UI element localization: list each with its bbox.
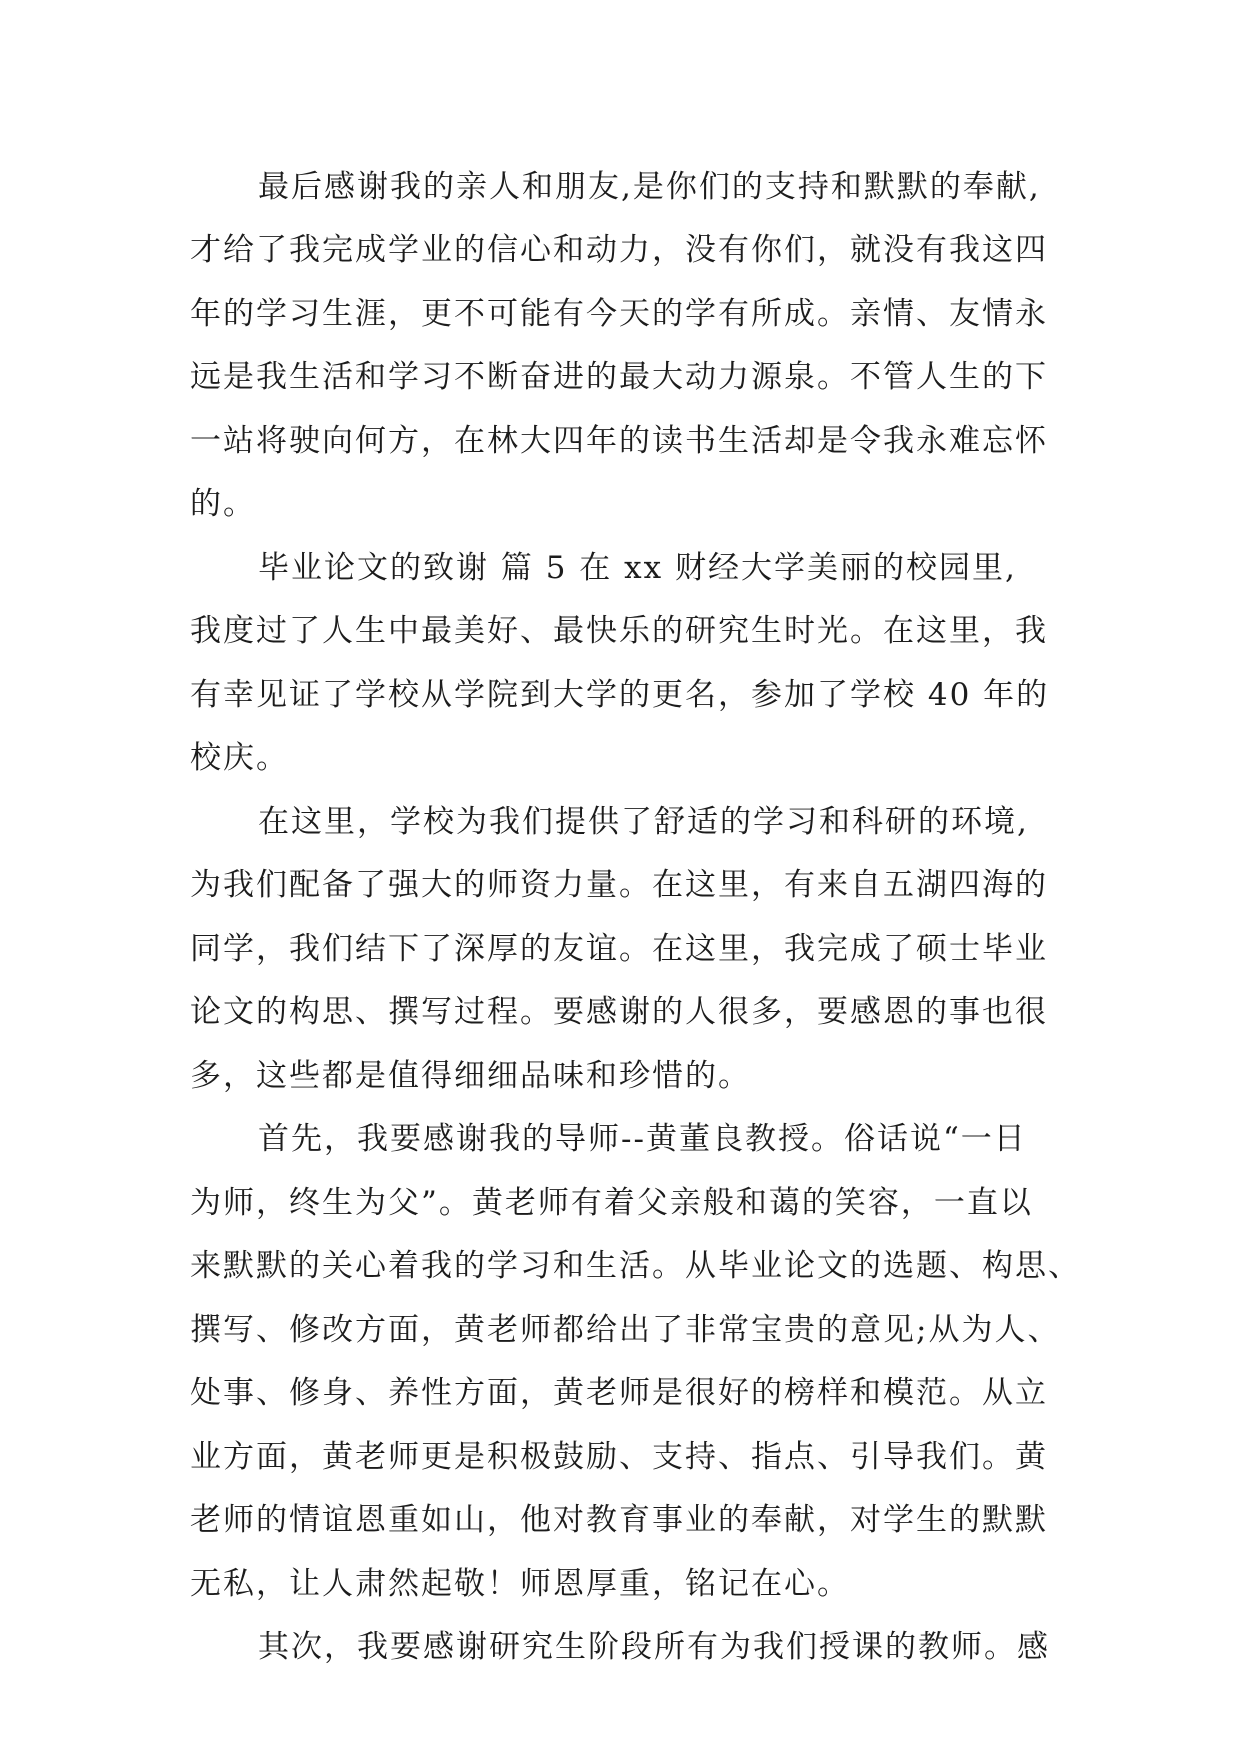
text-line: 年的学习生涯，更不可能有今天的学有所成。亲情、友情永 [190,296,1048,332]
text-line: 的。 [190,486,256,522]
text-line: 老师的情谊恩重如山，他对教育事业的奉献，对学生的默默 [190,1502,1048,1538]
text-line: 来默默的关心着我的学习和生活。从毕业论文的选题、构思、 [190,1248,1081,1284]
text-line: 处事、修身、养性方面，黄老师是很好的榜样和模范。从立 [190,1375,1048,1411]
text-line: 撰写、修改方面，黄老师都给出了非常宝贵的意见;从为人、 [190,1312,1061,1348]
text-line: 为我们配备了强大的师资力量。在这里，有来自五湖四海的 [190,867,1048,903]
text-line: 无私，让人肃然起敬！师恩厚重，铭记在心。 [190,1566,850,1602]
text-line: 其次，我要感谢研究生阶段所有为我们授课的教师。感 [258,1629,1050,1665]
text-line: 论文的构思、撰写过程。要感谢的人很多，要感恩的事也很 [190,994,1048,1030]
text-line: 远是我生活和学习不断奋进的最大动力源泉。不管人生的下 [190,359,1048,395]
section-heading-line: 毕业论文的致谢 篇 5 在 xx 财经大学美丽的校园里, [258,550,1017,586]
text-line: 首先，我要感谢我的导师--黄董良教授。俗话说“一日 [258,1121,1027,1157]
text-line: 校庆。 [190,740,289,776]
text-line: 最后感谢我的亲人和朋友,是你们的支持和默默的奉献, [258,169,1041,205]
text-line: 才给了我完成学业的信心和动力，没有你们，就没有我这四 [190,232,1048,268]
text-line: 有幸见证了学校从学院到大学的更名，参加了学校 40 年的 [190,677,1050,713]
text-line: 为师，终生为父”。黄老师有着父亲般和蔼的笑容，一直以 [190,1185,1033,1221]
text-line: 多，这些都是值得细细品味和珍惜的。 [190,1058,751,1094]
text-line: 同学，我们结下了深厚的友谊。在这里，我完成了硕士毕业 [190,931,1048,967]
text-line: 业方面，黄老师更是积极鼓励、支持、指点、引导我们。黄 [190,1439,1048,1475]
text-line: 一站将驶向何方，在林大四年的读书生活却是令我永难忘怀 [190,423,1048,459]
text-line: 我度过了人生中最美好、最快乐的研究生时光。在这里，我 [190,613,1048,649]
text-line: 在这里，学校为我们提供了舒适的学习和科研的环境, [258,804,1029,840]
